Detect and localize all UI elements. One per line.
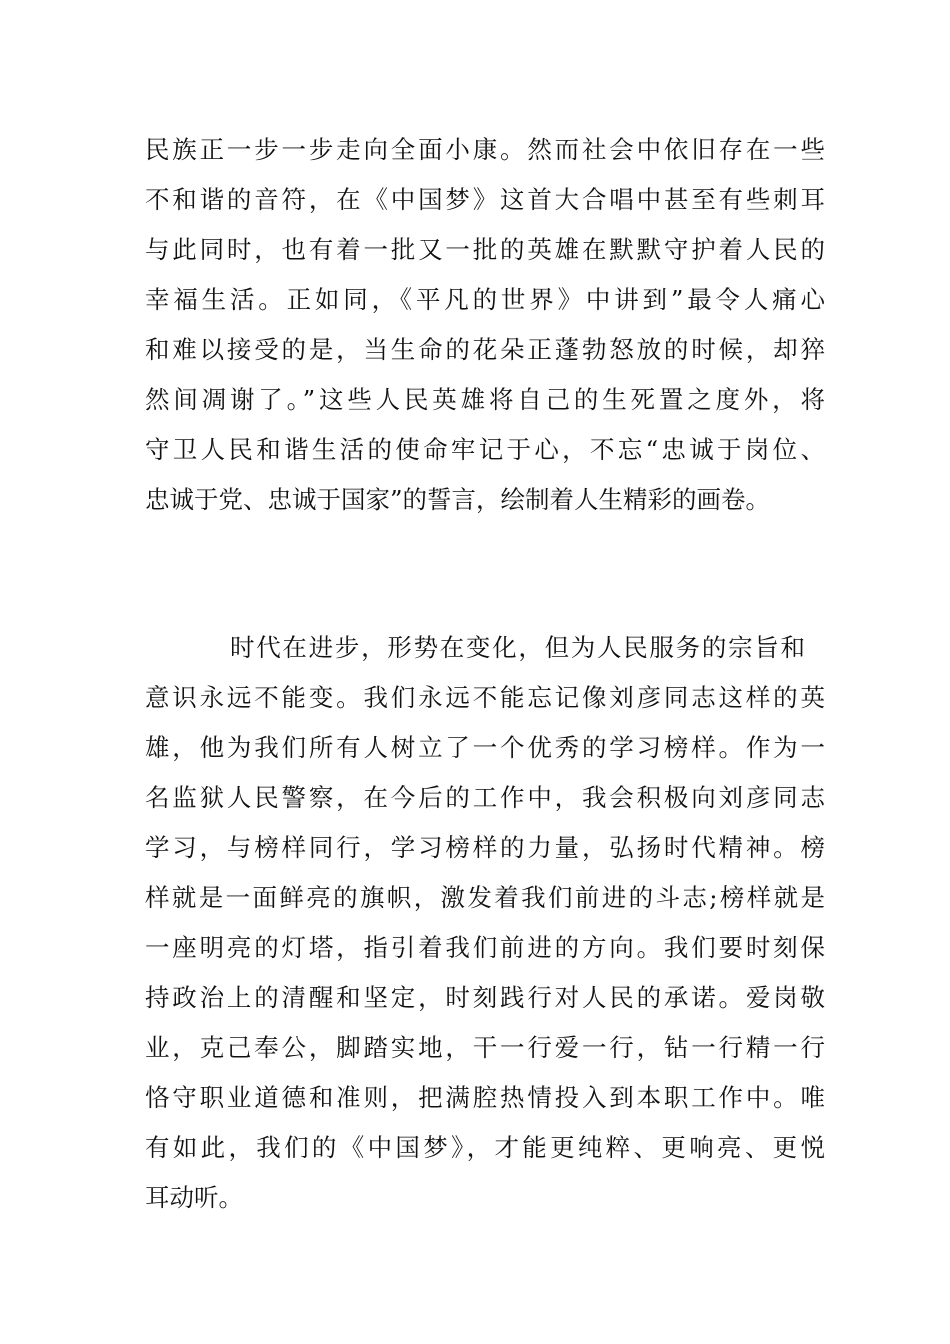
paragraph-2-line: 恪守职业道德和准则，把满腔热情投入到本职工作中。唯 [145,1083,825,1112]
paragraph-1-line: 守卫人民和谐生活的使命牢记于心，不忘“忠诚于岗位、 [145,435,825,464]
paragraph-1-line: 忠诚于党、忠诚于国家”的誓言，绘制着人生精彩的画卷。 [145,485,771,514]
paragraph-2-line: 业，克己奉公，脚踏实地，干一行爱一行，钻一行精一行 [145,1033,825,1062]
paragraph-1-line: 不和谐的音符，在《中国梦》这首大合唱中甚至有些刺耳 [145,185,825,214]
paragraph-2-line: 学习，与榜样同行，学习榜样的力量，弘扬时代精神。榜 [145,833,825,862]
paragraph-1-line: 然间凋谢了。”这些人民英雄将自己的生死置之度外，将 [145,385,825,414]
paragraph-2-line: 雄，他为我们所有人树立了一个优秀的学习榜样。作为一 [145,733,825,762]
paragraph-2-line: 名监狱人民警察，在今后的工作中，我会积极向刘彦同志 [145,783,825,812]
paragraph-1-line: 幸福生活。正如同，《平凡的世界》中讲到”最令人痛心 [145,285,825,314]
paragraph-2-line: 意识永远不能变。我们永远不能忘记像刘彦同志这样的英 [145,683,825,712]
paragraph-1-line: 民族正一步一步走向全面小康。然而社会中依旧存在一些 [145,135,825,164]
paragraph-2-line: 有如此，我们的《中国梦》，才能更纯粹、更响亮、更悦 [145,1133,825,1162]
paragraph-1-line: 与此同时，也有着一批又一批的英雄在默默守护着人民的 [145,235,825,264]
paragraph-2-line: 持政治上的清醒和坚定，时刻践行对人民的承诺。爱岗敬 [145,983,825,1012]
paragraph-2-line: 时代在进步，形势在变化，但为人民服务的宗旨和 [230,633,805,662]
paragraph-2-line: 样就是一面鲜亮的旗帜，激发着我们前进的斗志;榜样就是 [145,883,825,912]
paragraph-1-line: 和难以接受的是，当生命的花朵正蓬勃怒放的时候，却猝 [145,335,825,364]
paragraph-2-line: 一座明亮的灯塔，指引着我们前进的方向。我们要时刻保 [145,933,825,962]
paragraph-2-line: 耳动听。 [145,1183,243,1212]
